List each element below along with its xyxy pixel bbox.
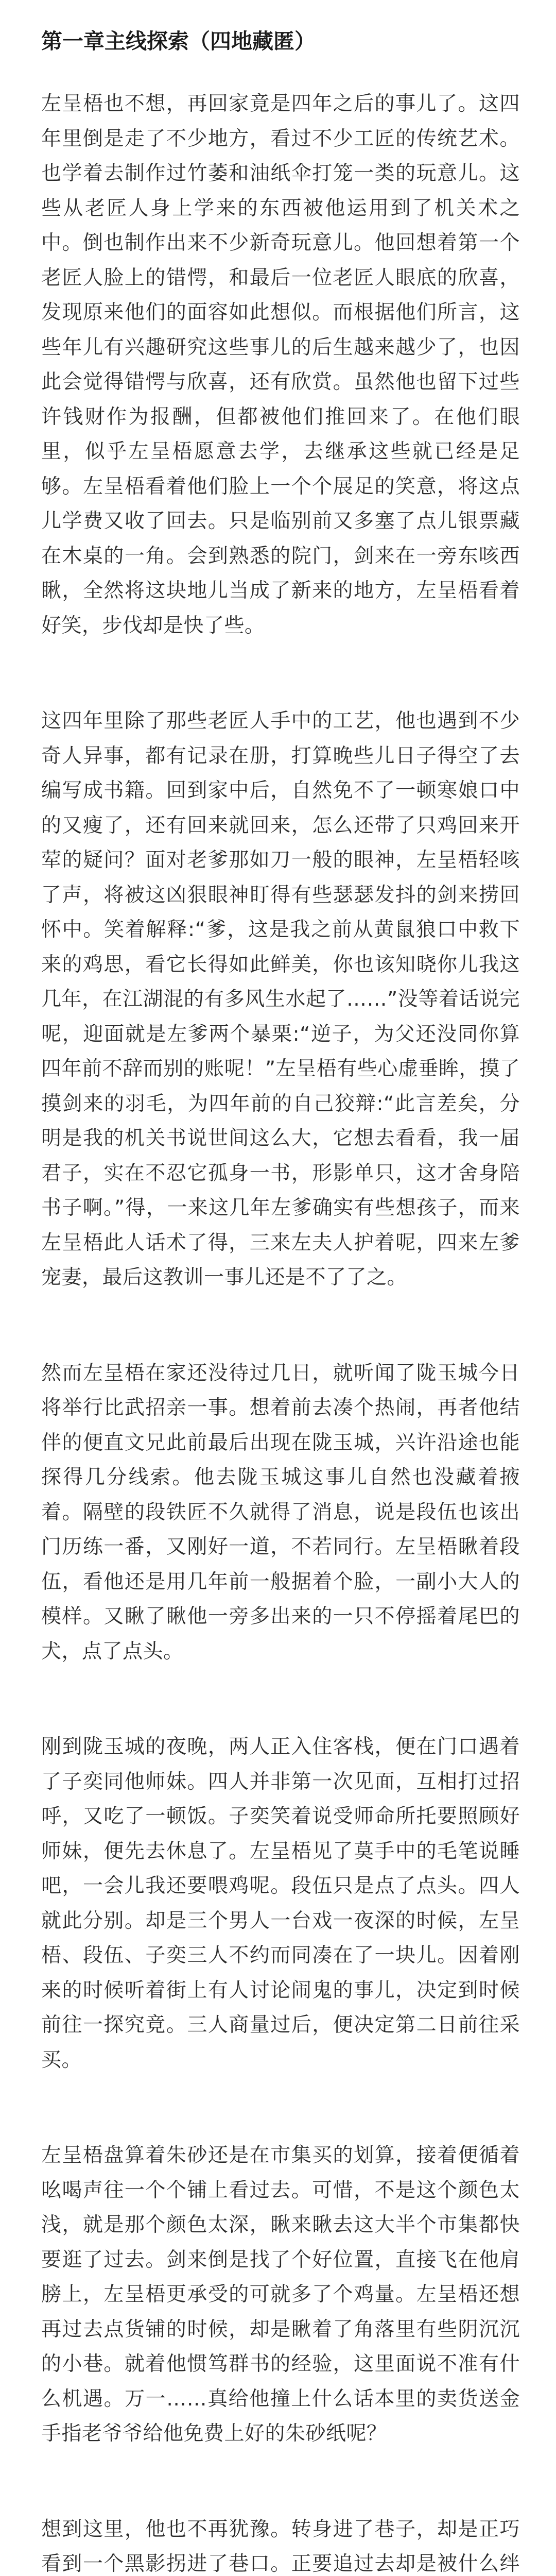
paragraph-5: 左呈梧盘算着朱砂还是在市集买的划算，接着便循着吆喝声往一个个铺上看过去。可惜，不是这个颜色太浅，就是那个颜色太深，瞅来瞅去这大半个市集都快要逛了过去。剑来倒是找了个好位置，直接飞在他肩膀上，左呈梧更承受的可就多了个鸡量。左呈梧还想再过去点货铺的时候，却是瞅着了角落里有些阴沉沉的小巷。就着他惯笃群书的经验，这里面说不准有什么机遇。万一……真给他撞上什么话本里的卖货送金手指老爷爷给他免费上好的朱砂纸呢？ <box>41 2144 520 2445</box>
paragraph-6: 想到这里，他也不再犹豫。转身进了巷子，却是正巧看到一个黑影拐进了巷口。正要追过去却是被什么绊 <box>41 2517 520 2575</box>
chapter-title: 第一章主线探索（四地藏匿） <box>41 29 316 54</box>
paragraph-4: 刚到陇玉城的夜晚，两人正入住客栈，便在门口遇着了子奕同他师妹。四人并非第一次见面，互相打过招呼，又吃了一顿饭。子奕笑着说受师命所托要照顾好师妹，便先去休息了。左呈梧见了莫手中的毛笔说睡吧，一会儿我还要喂鸡呢。段伍只是点了点头。四人就此分别。却是三个男人一台戏一夜深的时候，左呈梧、段伍、子奕三人不约而同凑在了一块儿。因着刚来的时候听着街上有人讨论闹鬼的事儿，决定到时候前往一探究竟。三人商量过后，便决定第二日前往采买。 <box>41 1735 520 2072</box>
paragraph-1: 左呈梧也不想，再回家竟是四年之后的事儿了。这四年里倒是走了不少地方，看过不少工匠的传统艺术。也学着去制作过竹萎和油纸伞打笼一类的玩意儿。这些从老匠人身上学来的东西被他运用到了机关术之中。倒也制作出来不少新奇玩意儿。他回想着第一个老匠人脸上的错愕，和最后一位老匠人眼底的欣喜，发现原来他们的面容如此想似。而根据他们所言，这些年儿有兴趣研究这些事儿的后生越来越少了，也因此会觉得错愕与欣喜，还有欣赏。虽然他也留下过些许钱财作为报酬，但都被他们推回来了。在他们眼里，似乎左呈梧愿意去学，去继承这些就已经是足够。左呈梧看着他们脸上一个个展足的笑意，将这点儿学费又收了回去。只是临别前又多塞了点儿银票藏在木桌的一角。会到熟悉的院门，剑来在一旁东咳西瞅，全然将这块地儿当成了新来的地方，左呈梧看着好笑，步伐却是快了些。 <box>41 92 520 637</box>
paragraph-2: 这四年里除了那些老匠人手中的工艺，他也遇到不少奇人异事，都有记录在册，打算晚些儿日子得空了去编写成书籍。回到家中后，自然免不了一顿寒娘口中的又瘦了，还有回来就回来，怎么还带了只鸡回来开荤的疑问？面对老爹那如刀一般的眼神，左呈梧轻咳了声，将被这凶狠眼神盯得有些瑟瑟发抖的剑来捞回怀中。笑着解释:“爹，这是我之前从黄鼠狼口中救下来的鸡思，看它长得如此鲜美，你也该知晓你儿我这几年，在江湖混的有多风生水起了……”没等着话说完呢，迎面就是左爹两个暴栗:“逆子，为父还没同你算四年前不辞而别的账呢！”左呈梧有些心虚垂眸，摸了摸剑来的羽毛，为四年前的自己狡辩:“此言差矣，分明是我的机关书说世间这么大，它想去看看，我一届君子，实在不忍它孤身一书，形影单只，这才舍身陪书子啊。”得，一来这几年左爹确实有些想孩子，而来左呈梧此人话术了得，三来左夫人护着呢，四来左爹宠妻，最后这教训一事儿还是不了了之。 <box>41 709 520 1289</box>
paragraph-3: 然而左呈梧在家还没待过几日，就听闻了陇玉城今日将举行比武招亲一事。想着前去凑个热闹，再者他结伴的便直文兄此前最后出现在陇玉城，兴许沿途也能探得几分线索。他去陇玉城这事儿自然也没藏着掖着。隔壁的段铁匠不久就得了消息，说是段伍也该出门历练一番，又刚好一道，不若同行。左呈梧瞅着段伍，看他还是用几年前一般据着个脸，一副小大人的模样。又瞅了瞅他一旁多出来的一只不停摇着尾巴的犬，点了点头。 <box>41 1361 520 1663</box>
